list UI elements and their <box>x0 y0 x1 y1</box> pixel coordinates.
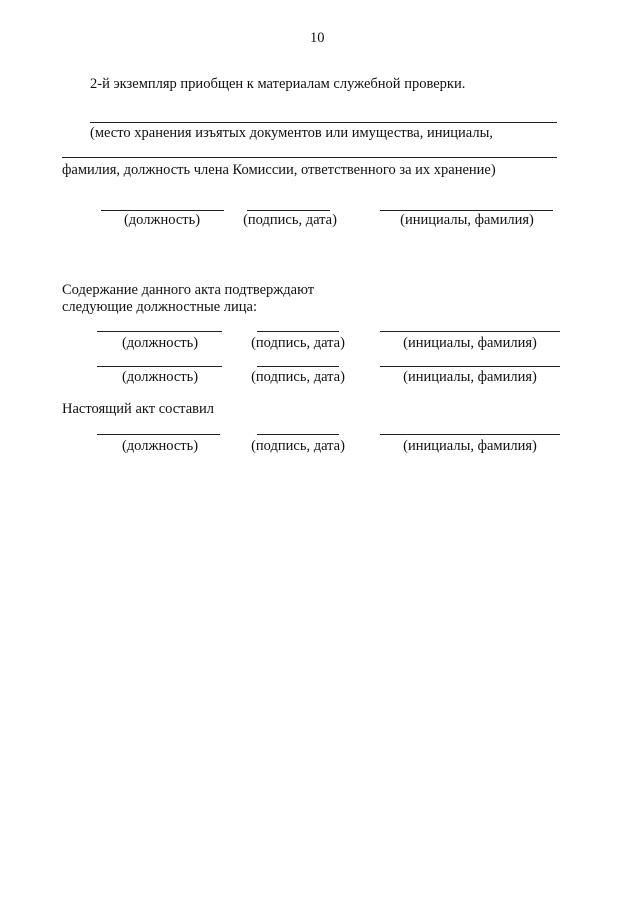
name-label: (инициалы, фамилия) <box>403 335 537 351</box>
name-label: (инициалы, фамилия) <box>403 369 537 385</box>
storage-field-line-2[interactable] <box>62 157 557 158</box>
signature-date-label: (подпись, дата) <box>251 335 345 351</box>
name-field[interactable] <box>380 210 553 211</box>
position-label: (должность) <box>123 212 201 228</box>
confirm-text-line-2: следующие должностные лица: <box>62 299 257 315</box>
signature-date-label: (подпись, дата) <box>251 438 345 454</box>
name-label: (инициалы, фамилия) <box>400 212 534 228</box>
signature-date-field[interactable] <box>257 434 339 435</box>
position-label: (должность) <box>121 335 199 351</box>
signature-date-label: (подпись, дата) <box>243 212 337 228</box>
storage-field-line-1[interactable] <box>90 122 557 123</box>
name-field[interactable] <box>380 331 560 332</box>
storage-caption-line-1: (место хранения изъятых документов или имущества, инициалы, <box>90 125 493 141</box>
signature-date-label: (подпись, дата) <box>251 369 345 385</box>
confirm-text-line-1: Содержание данного акта подтверждают <box>62 282 315 298</box>
position-field[interactable] <box>97 331 222 332</box>
position-field[interactable] <box>101 210 224 211</box>
name-label: (инициалы, фамилия) <box>403 438 537 454</box>
name-field[interactable] <box>380 434 560 435</box>
signature-date-field[interactable] <box>247 210 330 211</box>
author-text: Настоящий акт составил <box>62 401 214 417</box>
position-label: (должность) <box>121 438 199 454</box>
name-field[interactable] <box>380 366 560 367</box>
position-label: (должность) <box>121 369 199 385</box>
copy-note: 2-й экземпляр приобщен к материалам служебной проверки. <box>90 76 466 92</box>
page-number: 10 <box>310 30 325 46</box>
storage-caption-line-2: фамилия, должность члена Комиссии, ответственного за их хранение) <box>62 162 496 178</box>
position-field[interactable] <box>97 366 222 367</box>
position-field[interactable] <box>97 434 220 435</box>
signature-date-field[interactable] <box>257 331 339 332</box>
signature-date-field[interactable] <box>257 366 339 367</box>
